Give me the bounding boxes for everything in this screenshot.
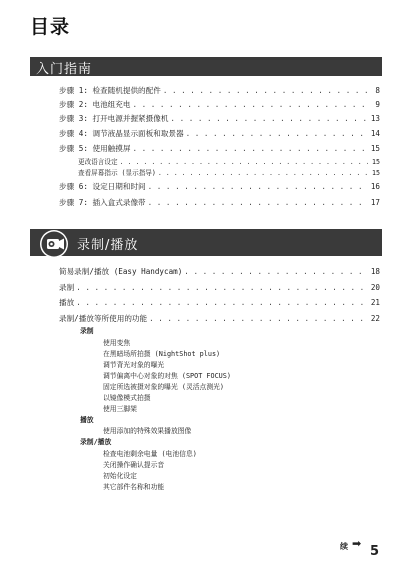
toc-entry-page: 15 (372, 169, 380, 177)
dot-leader (76, 283, 368, 292)
toc-group-heading: 录制/播放 (80, 438, 112, 446)
toc-entry-label: 更改语言设定 (78, 158, 118, 166)
toc-entry[interactable] (59, 297, 380, 308)
toc-group-item[interactable]: 使用变焦 (103, 339, 131, 347)
dot-leader (170, 114, 368, 123)
toc-group-item[interactable]: 以镜像模式拍摄 (103, 394, 151, 402)
toc-entry-page: 14 (370, 129, 380, 138)
toc-entry-label: 录制/播放等所使用的功能 (59, 314, 148, 323)
toc-entry[interactable] (59, 99, 380, 110)
camera-icon (39, 229, 69, 259)
dot-leader (132, 100, 368, 109)
toc-entry[interactable] (59, 181, 380, 192)
toc-entry-label: 步骤 2: 电池组充电 (59, 100, 131, 109)
toc-entry-page: 21 (370, 298, 380, 307)
toc-group-item[interactable]: 固定所选被摄对象的曝光 (灵活点测光) (103, 383, 225, 391)
toc-entry-page: 13 (370, 114, 380, 123)
dot-leader (149, 314, 368, 323)
toc-group-item[interactable]: 检查电池剩余电量 (电池信息) (103, 450, 197, 458)
toc-entry-page: 9 (375, 100, 380, 109)
dot-leader (163, 86, 368, 95)
section-heading-text: 录制/播放 (77, 238, 139, 253)
toc-entry-page: 20 (370, 283, 380, 292)
toc-group-item[interactable]: 其它部件名称和功能 (103, 483, 165, 491)
page-title: 目录 (30, 16, 71, 38)
toc-entry[interactable] (59, 197, 380, 208)
toc-entry-label: 查看屏幕指示 (显示指导) (78, 169, 156, 177)
toc-entry[interactable] (59, 313, 380, 324)
toc-entry-label: 简易录制/播放 (Easy Handycam) (59, 267, 183, 276)
toc-entry-label: 步骤 1: 检查随机提供的配件 (59, 86, 161, 95)
toc-group-item[interactable]: 调节背光对象的曝光 (103, 361, 165, 369)
toc-group-item[interactable]: 在黑暗场所拍摄 (NightShot plus) (103, 350, 221, 358)
toc-entry-label: 录制 (59, 283, 75, 292)
section-heading-getting-started (30, 57, 382, 76)
toc-entry[interactable] (59, 113, 380, 124)
toc-entry-page: 16 (370, 182, 380, 191)
toc-entry-page: 8 (375, 86, 380, 95)
toc-entry-label: 步骤 5: 使用触摸屏 (59, 144, 131, 153)
toc-entry-page: 15 (372, 158, 380, 166)
continued-label: 续 (340, 542, 348, 551)
toc-entry[interactable] (59, 143, 380, 154)
section-heading-text: 入门指南 (36, 62, 93, 77)
toc-entry-page: 22 (370, 314, 380, 323)
toc-subentry[interactable] (78, 167, 380, 177)
toc-group-item[interactable]: 初始化设定 (103, 472, 137, 480)
toc-entry-page: 15 (370, 144, 380, 153)
toc-entry-label: 步骤 3: 打开电源并握紧摄像机 (59, 114, 169, 123)
toc-group-heading: 录制 (80, 327, 94, 335)
toc-group-item[interactable]: 关闭操作确认提示音 (103, 461, 165, 469)
toc-group-heading: 播放 (80, 416, 94, 424)
toc-entry[interactable] (59, 128, 380, 139)
toc-group-item[interactable]: 调节偏离中心对象的对焦 (SPOT FOCUS) (103, 372, 231, 380)
toc-group-item[interactable]: 使用添加的特殊效果播放图像 (103, 427, 192, 435)
toc-entry-page: 18 (370, 267, 380, 276)
toc-subentry[interactable] (78, 156, 380, 166)
dot-leader (186, 129, 368, 138)
dot-leader (148, 182, 368, 191)
toc-entry-label: 步骤 6: 设定日期和时间 (59, 182, 146, 191)
toc-entry-page: 17 (370, 198, 380, 207)
toc-entry[interactable] (59, 85, 380, 96)
toc-entry[interactable] (59, 282, 380, 293)
arrow-right-icon: ➡ (352, 537, 362, 550)
toc-entry-label: 步骤 7: 插入盒式录像带 (59, 198, 146, 207)
toc-group-item[interactable]: 使用三脚架 (103, 405, 137, 413)
dot-leader (184, 267, 368, 276)
dot-leader (132, 144, 368, 153)
dot-leader (76, 298, 368, 307)
dot-leader (158, 169, 368, 177)
dot-leader (148, 198, 368, 207)
page-number: 5 (370, 544, 380, 559)
toc-entry-label: 步骤 4: 调节液晶显示面板和取景器 (59, 129, 184, 138)
toc-entry-label: 播放 (59, 298, 75, 307)
dot-leader (120, 158, 368, 166)
toc-entry[interactable] (59, 266, 380, 277)
section-heading-recording-playback (30, 229, 382, 256)
